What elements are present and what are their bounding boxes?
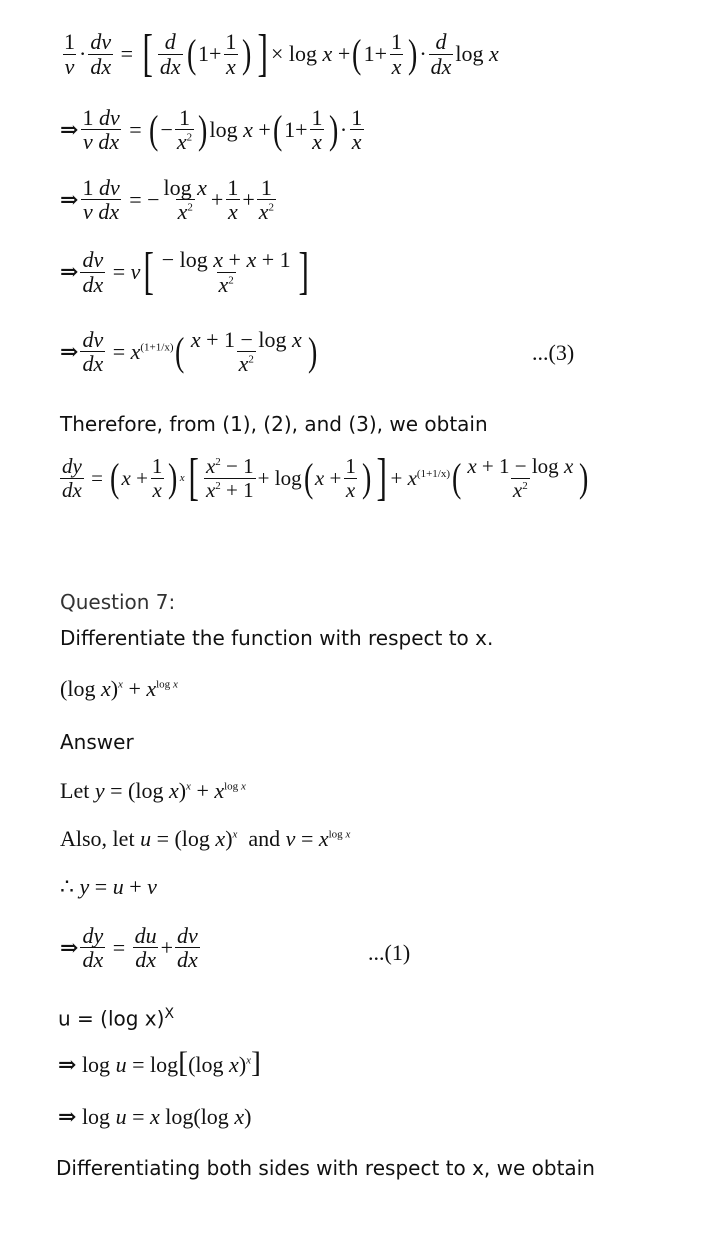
y-equals-u-plus-v: ∴ y = u + v bbox=[60, 874, 157, 899]
answer-heading: Answer bbox=[60, 730, 134, 754]
equation-ref-3: ...(3) bbox=[532, 340, 575, 365]
u-definition-exponent: X bbox=[164, 1006, 175, 1022]
question-title: Question 7: bbox=[60, 590, 176, 614]
also-let-line: Also, let u = (log x)$^x$ and $v = x^{log x}$ bbox=[60, 826, 351, 851]
log-u-line-2: ⇒ log u = x log(log x) bbox=[58, 1104, 252, 1129]
and-word: and bbox=[248, 826, 281, 851]
equation-ref-1: ...(1) bbox=[368, 940, 411, 965]
question-expression: (log $x)^x + x^{log x}$ bbox=[60, 676, 178, 701]
therefore-line: Therefore, from (1), (2), and (3), we obtain bbox=[60, 412, 488, 436]
differentiating-line: Differentiating both sides with respect to x, we obtain bbox=[56, 1156, 595, 1180]
equation-line-3: ⇒ $\frac{1 dv}{\text{v dx}}$ = − $\frac{\text{log x}}{x^2}$ + $\frac{1}{x}$ + $\frac{1}{x^2}$ bbox=[60, 175, 275, 225]
question-prompt: Differentiate the function with respect to x. bbox=[60, 626, 494, 650]
log-u-line-1: ⇒ log u = log[(log x)$^x$] bbox=[58, 1046, 262, 1079]
equation-line-1: $\frac{1}{v}$ · $\frac{dv}{dx}$ = [ $\frac{d}{dx}$ ( 1+ $\frac{1}{x}$ ) ] × log x + ( 1+ $\frac{1}{x}$ ) · $\frac{d}{dx}$ log x bbox=[64, 25, 499, 82]
let-y-line: Let y = (log $x)^x + x^{log x}$ bbox=[60, 778, 246, 803]
also-let-label: Also, let bbox=[60, 826, 135, 851]
u-definition bbox=[58, 1006, 174, 1031]
equation-line-4: ⇒ $\frac{dv}{dx}$ = v [ $\frac{\text{− log x + x + 1}}{x^2}$ ] bbox=[60, 243, 309, 300]
let-label: Let bbox=[60, 778, 90, 803]
result-equation: $\frac{dy}{dx}$ = ( x + $\frac{1}{x}$ ) x [ $\frac{x^2 - 1}{x^2 + 1}$ + log ( x + $\frac{1}{x}$ ) ] + $x^{(1+1/x)}$ ( $\frac{\text{x + 1 − log x}}{x^2}$ ) bbox=[62, 449, 589, 506]
equation-line-2: ⇒ $\frac{1 dv}{\text{v dx}}$ = ( − $\frac{1}{x^2}$ ) log x + ( 1+ $\frac{1}{x}$ ) · $\frac{1}{x}$ bbox=[60, 105, 363, 155]
equation-line-5: ⇒ $\frac{dv}{dx}$ = $x^{(1+1/x)}$ ( $\frac{\text{x + 1 − log x}}{x^2}$ ) bbox=[60, 327, 318, 377]
dy-dx-sum: ⇒ $\frac{dy}{dx}$ = $\frac{du}{dx}$ + $\frac{dv}{dx}$ bbox=[60, 923, 198, 973]
u-definition-text: u = (log x) bbox=[58, 1006, 165, 1031]
